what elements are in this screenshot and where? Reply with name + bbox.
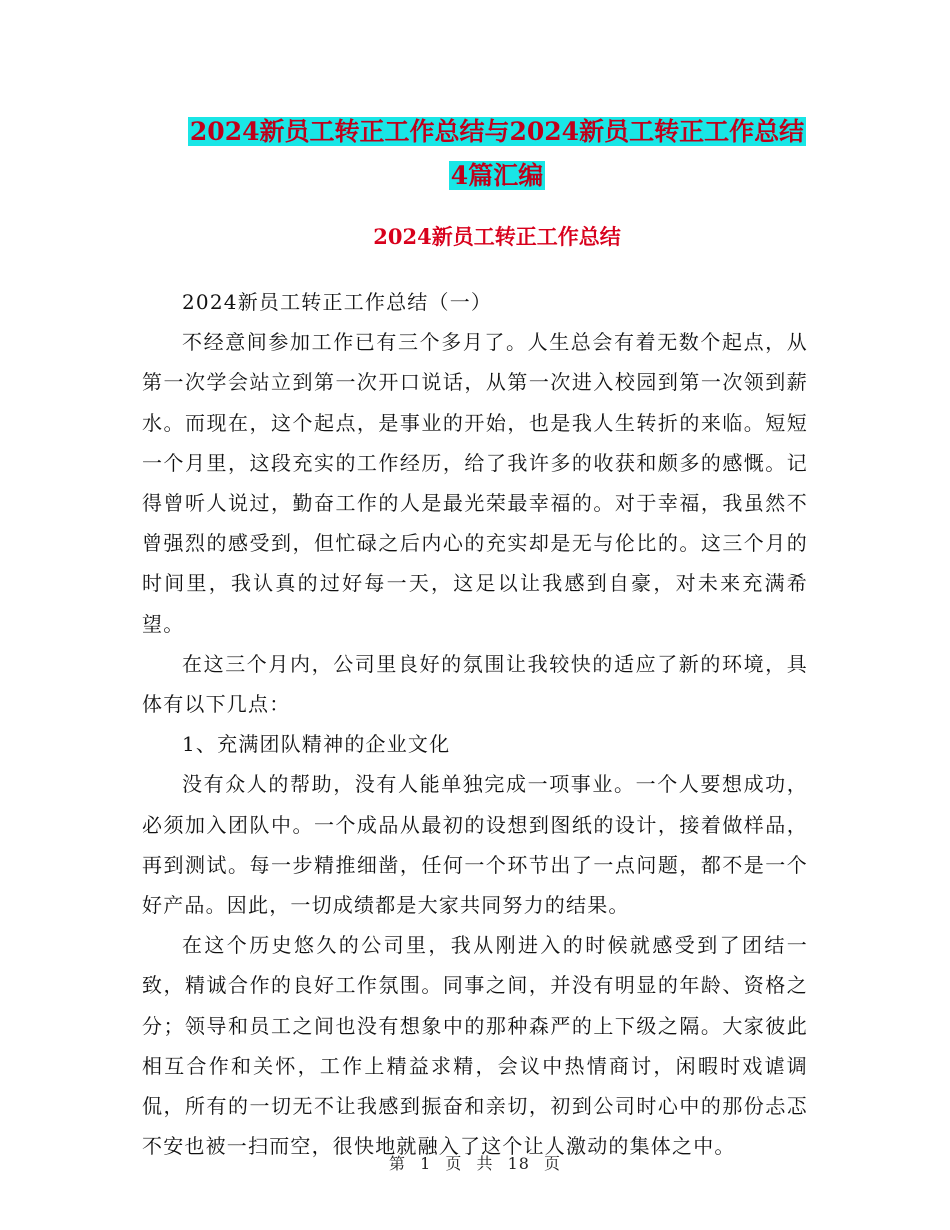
paragraph-heading: 1、充满团队精神的企业文化 (182, 732, 451, 757)
paragraph: 没有众人的帮助，没有人能单独完成一项事业。一个人要想成功，必须加入团队中。一个成品从最初的设想到图纸的设计，接着做样品，再到测试。每一步精推细凿，任何一个环节出了一点问题，都不是一个好产品。因此，一切成绩都是大家共同努力的结果。 (142, 772, 808, 918)
document-title-line-1: 2024新员工转正工作总结与2024新员工转正工作总结 (189, 117, 805, 146)
paragraph: 在这个历史悠久的公司里，我从刚进入的时候就感受到了团结一致，精诚合作的良好工作氛围。同事之间，并没有明显的年龄、资格之分；领导和员工之间也没有想象中的那种森严的上下级之隔。大家彼此相互合作和关怀，工作上精益求精，会议中热情商讨，闲暇时戏谑调侃，所有的一切无不让我感到振奋和亲切，初到公司时心中的那份忐忑不安也被一扫而空，很快地就融入了这个让人激动的集体之中。 (142, 933, 808, 1159)
footer-total-pages: 18 (507, 1154, 530, 1173)
footer-page-prefix: 第 (388, 1154, 406, 1173)
section-title: 2024新员工转正工作总结 (373, 224, 621, 249)
footer-total-label: 共 (476, 1154, 494, 1173)
page-footer (0, 1152, 950, 1176)
paragraph-subtitle: 2024新员工转正工作总结（一） (182, 290, 493, 314)
paragraph: 在这三个月内，公司里良好的氛围让我较快的适应了新的环境，具体有以下几点： (142, 651, 808, 717)
document-title (140, 110, 854, 198)
footer-page-number: 1 (420, 1154, 432, 1173)
footer-page-label: 页 (445, 1154, 463, 1173)
footer-page-suffix: 页 (544, 1154, 562, 1173)
paragraph: 不经意间参加工作已有三个多月了。人生总会有着无数个起点，从第一次学会站立到第一次开口说话，从第一次进入校园到第一次领到薪水。而现在，这个起点，是事业的开始，也是我人生转折的来临。短短一个月里，这段充实的工作经历，给了我许多的收获和颇多的感慨。记得曾听人说过，勤奋工作的人是最光荣最幸福的。对于幸福，我虽然不曾强烈的感受到，但忙碌之后内心的充实却是无与伦比的。这三个月的时间里，我认真的过好每一天，这足以让我感到自豪，对未来充满希望。 (142, 330, 808, 636)
document-title-line-2: 4篇汇编 (450, 161, 544, 190)
document-body (142, 282, 808, 1166)
